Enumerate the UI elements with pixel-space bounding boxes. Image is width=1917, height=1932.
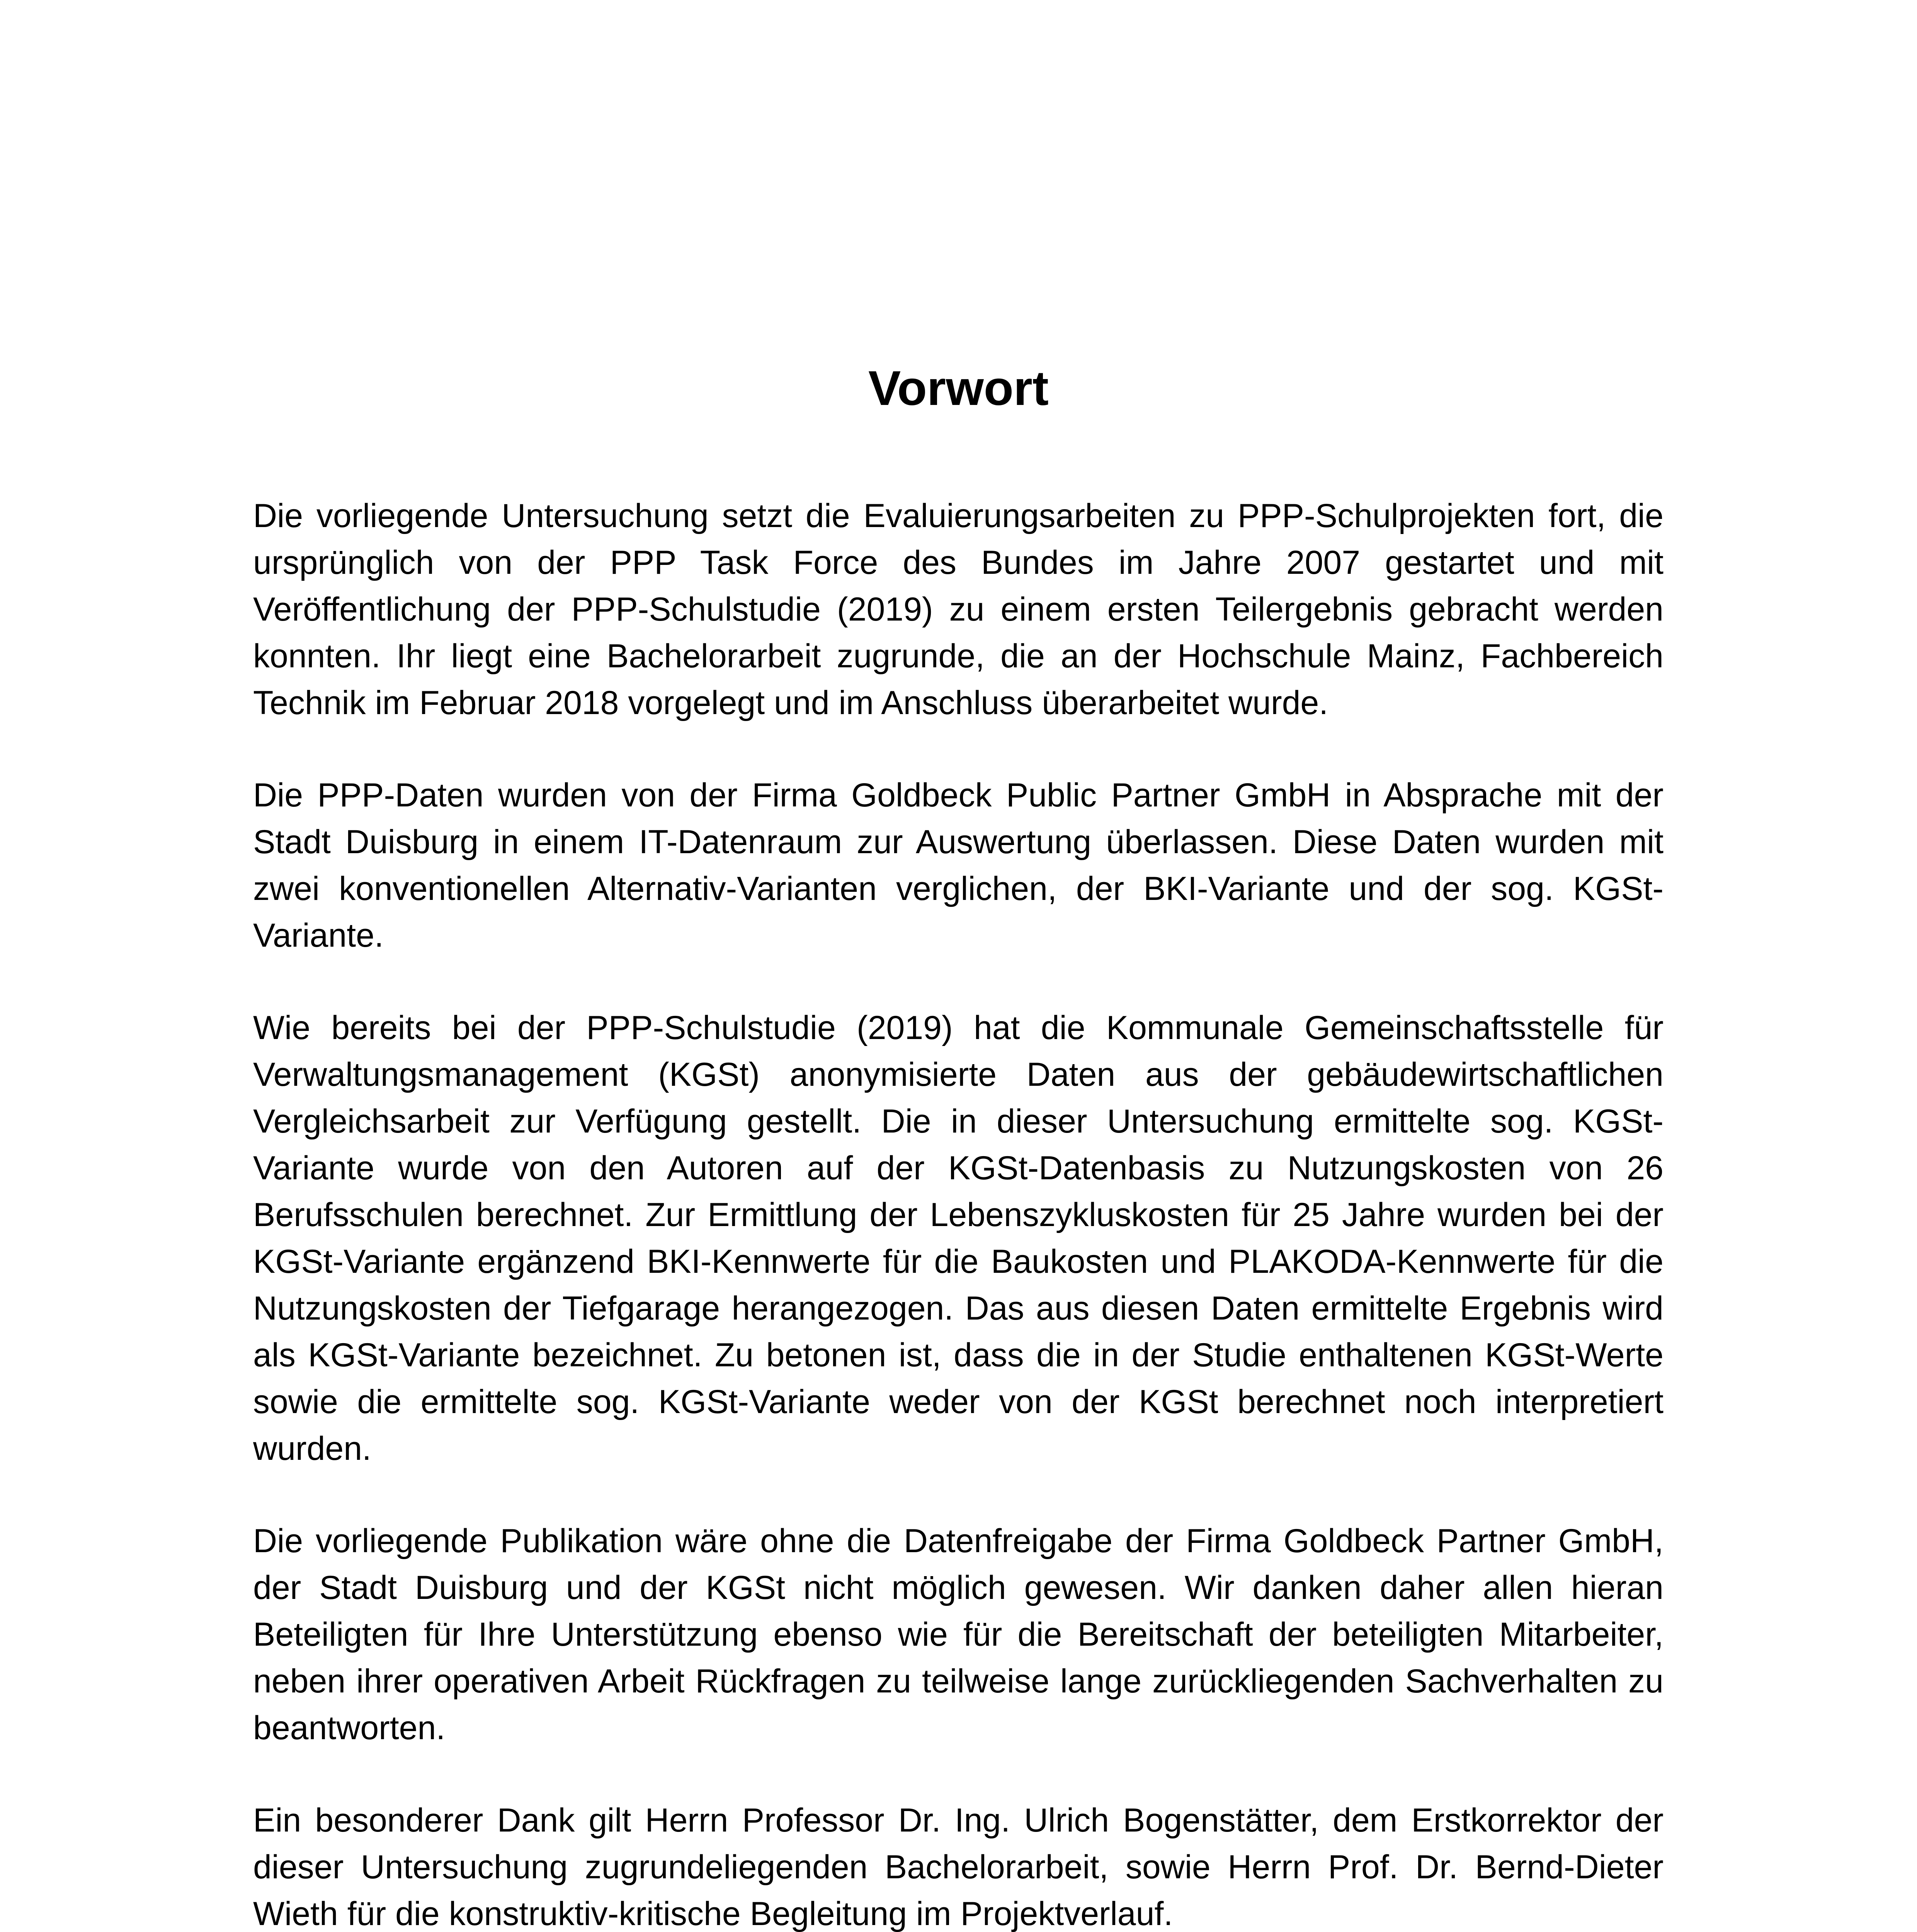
paragraph-data-source: Die PPP-Daten wurden von der Firma Goldbeck Public Partner GmbH in Absprache mit der Stadt Duisburg in einem IT-Datenraum zur Auswertung überlassen. Diese Daten wurden mit zwei konventionellen Alternativ-Varianten verglichen, der BKI-Variante und der sog. KGSt-Variante.: [253, 777, 1664, 954]
page-title: Vorwort: [868, 361, 1049, 415]
paragraph-intro: Die vorliegende Untersuchung setzt die Evaluierungsarbeiten zu PPP-Schulprojekten fort, die ursprünglich von der PPP Task Force des Bundes im Jahre 2007 gestartet und mit Veröffentlichung der PPP-Schulstudie (2019) zu einem ersten Teilergebnis gebracht werden konnten. Ihr liegt eine Bachelorarbeit zugrunde, die an der Hochschule Mainz, Fachbereich Technik im Februar 2018 vorgelegt und im Anschluss überarbeitet wurde.: [253, 497, 1664, 721]
paragraph-acknowledgement: Ein besonderer Dank gilt Herrn Professor Dr. Ing. Ulrich Bogenstätter, dem Erstkorrektor der dieser Untersuchung zugrundeliegenden Bachelorarbeit, sowie Herrn Prof. Dr. Bernd-Dieter Wieth für die konstruktiv-kritische Begleitung im Projektverlauf.: [253, 1802, 1664, 1932]
foreword-body: [253, 493, 1664, 1932]
paragraph-thanks: Die vorliegende Publikation wäre ohne die Datenfreigabe der Firma Goldbeck Partner GmbH, der Stadt Duisburg und der KGSt nicht möglich gewesen. Wir danken daher allen hieran Beteiligten für Ihre Unterstützung ebenso wie für die Bereitschaft der beteiligten Mitarbeiter, neben ihrer operativen Arbeit Rückfragen zu teilweise lange zurückliegenden Sachverhalten zu beantworten.: [253, 1522, 1664, 1747]
paragraph-kgst: Wie bereits bei der PPP-Schulstudie (2019) hat die Kommunale Gemeinschaftsstelle für Verwaltungsmanagement (KGSt) anonymisierte Daten aus der gebäudewirtschaftlichen Vergleichsarbeit zur Verfügung gestellt. Die in dieser Untersuchung ermittelte sog. KGSt-Variante wurde von den Autoren auf der KGSt-Datenbasis zu Nutzungskosten von 26 Berufsschulen berechnet. Zur Ermittlung der Lebenszykluskosten für 25 Jahre wurden bei der KGSt-Variante ergänzend BKI-Kennwerte für die Baukosten und PLAKODA-Kennwerte für die Nutzungskosten der Tiefgarage herangezogen. Das aus diesen Daten ermittelte Ergebnis wird als KGSt-Variante bezeichnet. Zu betonen ist, dass die in der Studie enthaltenen KGSt-Werte sowie die ermittelte sog. KGSt-Variante weder von der KGSt berechnet noch interpretiert wurden.: [253, 1009, 1664, 1467]
